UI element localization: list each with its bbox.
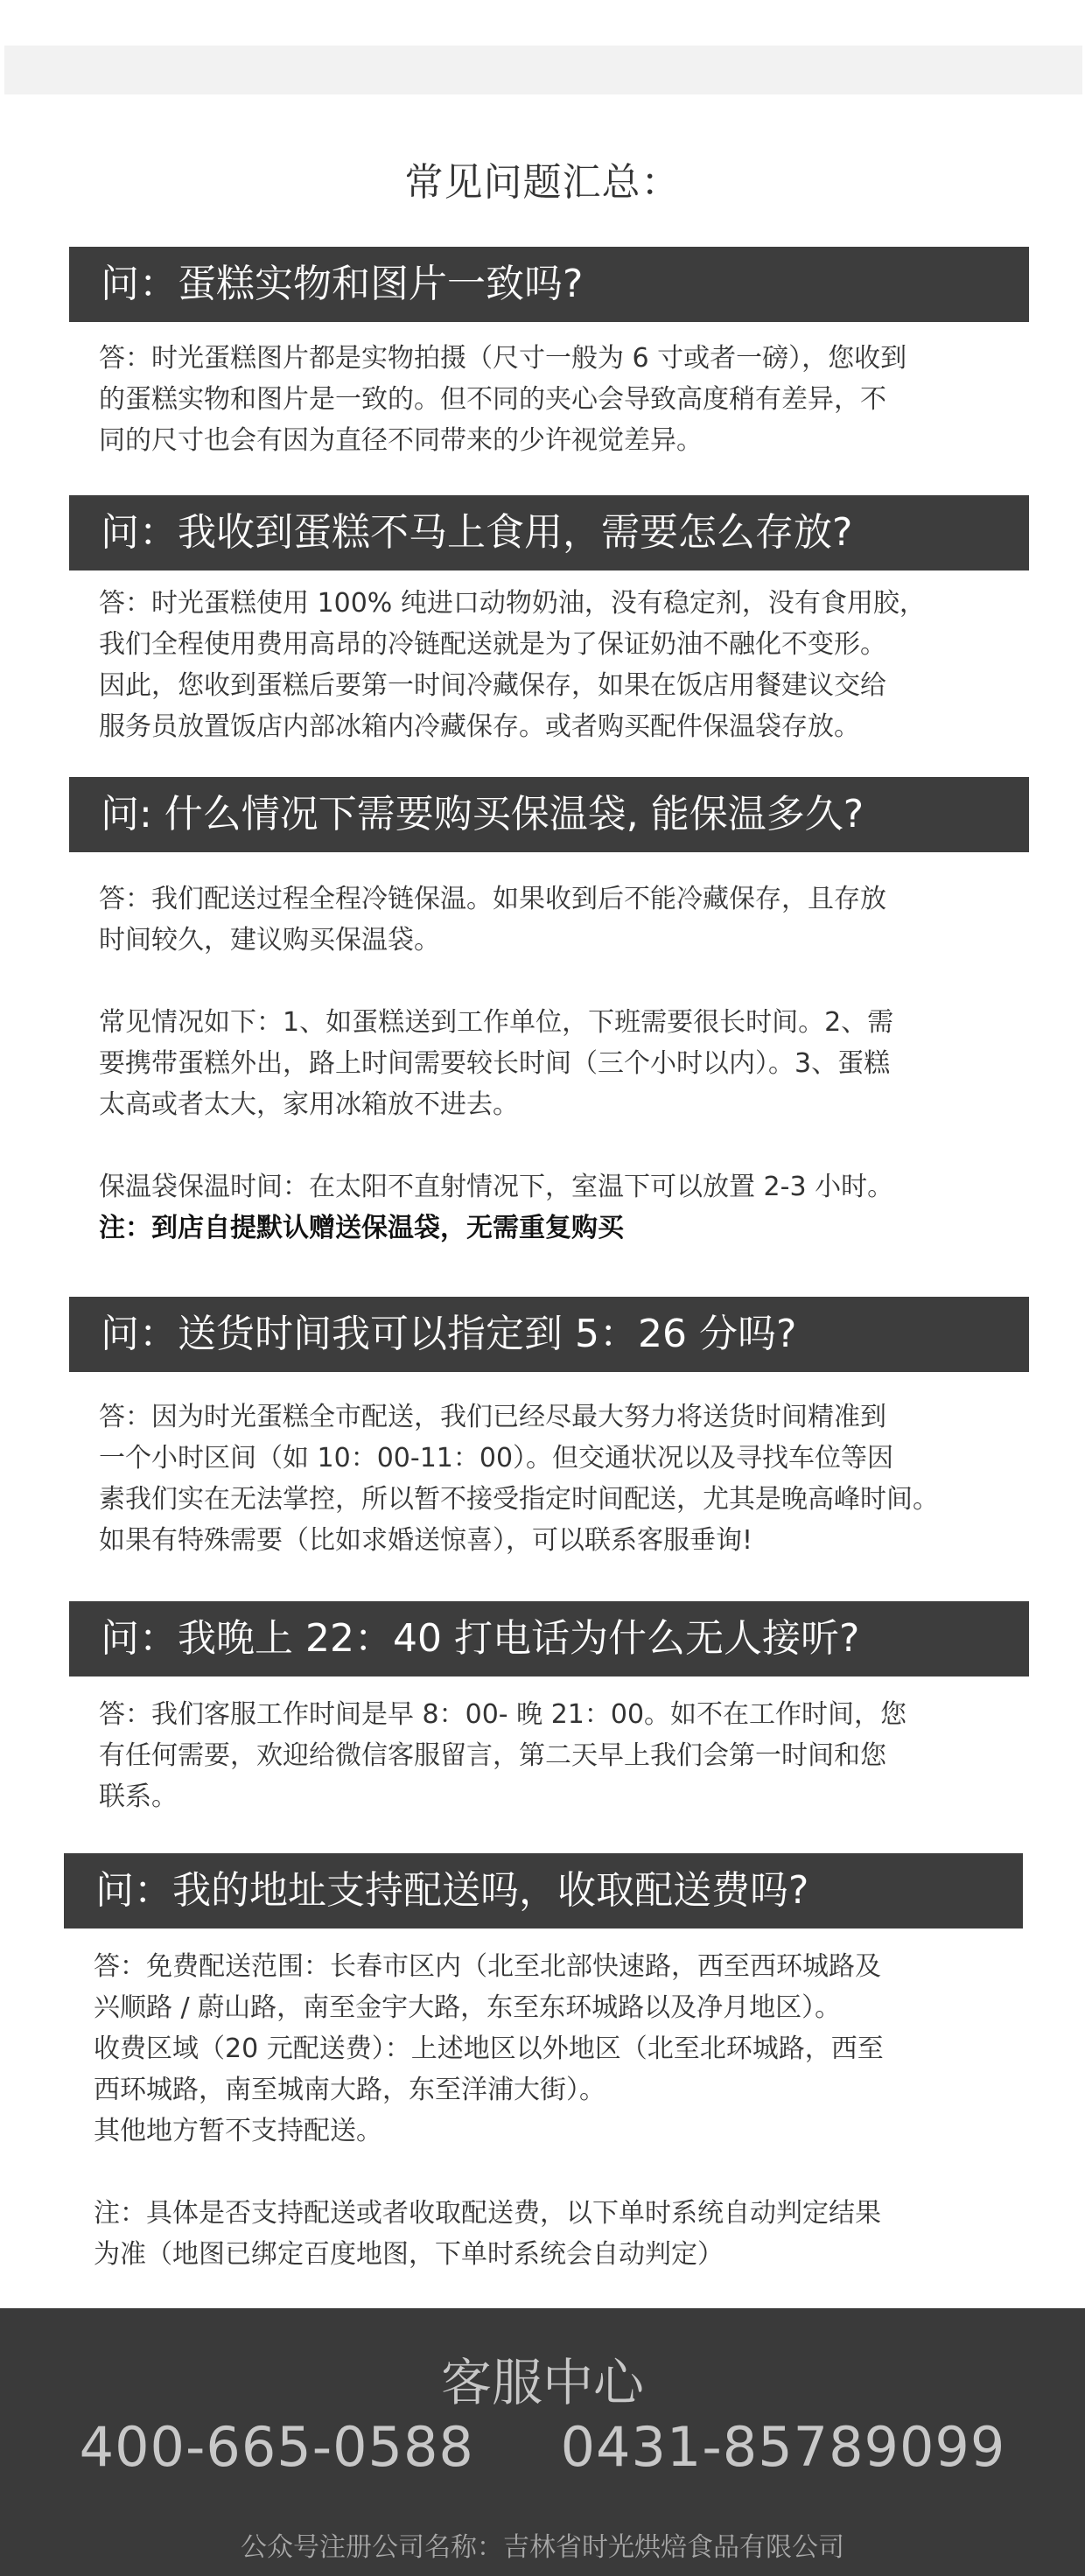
footer-title: 客服中心 [440, 2353, 644, 2412]
faq-question-2: 问：我收到蛋糕不马上食用，需要怎么存放? [69, 495, 1029, 570]
faq-question-4: 问：送货时间我可以指定到 5：26 分吗? [69, 1297, 1029, 1372]
answer-line: 有任何需要，欢迎给微信客服留言，第二天早上我们会第一时间和您 [99, 1740, 886, 1771]
answer-line: 答：时光蛋糕使用 100% 纯进口动物奶油，没有稳定剂，没有食用胶， [99, 588, 926, 619]
answer-line: 答：我们配送过程全程冷链保温。如果收到后不能冷藏保存，且存放 [99, 884, 886, 914]
answer-line: 答：时光蛋糕图片都是实物拍摄（尺寸一般为 6 寸或者一磅），您收到 [99, 343, 907, 374]
answer-line: 如果有特殊需要（比如求婚送惊喜），可以联系客服垂询! [99, 1525, 753, 1556]
answer-line: 其他地方暂不支持配送。 [94, 2116, 382, 2146]
answer-line: 的蛋糕实物和图片是一致的。但不同的夹心会导致高度稍有差异，不 [99, 384, 886, 415]
faq-answer-1 [99, 338, 1018, 461]
answer-line: 保温袋保温时间：在太阳不直射情况下，室温下可以放置 2-3 小时。 [99, 1172, 894, 1202]
faq-question-5: 问：我晚上 22：40 打电话为什么无人接听? [69, 1601, 1029, 1676]
faq-question-6: 问：我的地址支持配送吗，收取配送费吗? [64, 1853, 1023, 1928]
answer-line: 注：具体是否支持配送或者收取配送费，以下单时系统自动判定结果 [94, 2198, 881, 2229]
answer-line: 为准（地图已绑定百度地图，下单时系统会自动判定） [94, 2239, 724, 2270]
top-banner-strip [4, 46, 1082, 94]
answer-line: 同的尺寸也会有因为直径不同带来的少许视觉差异。 [99, 425, 703, 456]
faq-question-3: 问: 什么情况下需要购买保温袋, 能保温多久? [69, 777, 1029, 852]
company-name: 公众号注册公司名称：吉林省时光烘焙食品有限公司 [241, 2532, 844, 2563]
faq-answer-6 [94, 1946, 1012, 2275]
answer-line: 因此，您收到蛋糕后要第一时间冷藏保存，如果在饭店用餐建议交给 [99, 670, 886, 701]
page-title: 常见问题汇总： [404, 160, 681, 205]
answer-line: 西环城路，南至城南大路，东至洋浦大街）。 [94, 2075, 606, 2105]
answer-line: 要携带蛋糕外出，路上时间需要较长时间（三个小时以内）。3、蛋糕 [99, 1048, 891, 1079]
answer-line: 太高或者太大，家用冰箱放不进去。 [99, 1089, 519, 1120]
answer-line: 答：因为时光蛋糕全市配送，我们已经尽最大努力将送货时间精准到 [99, 1402, 886, 1432]
customer-service-footer [0, 2308, 1085, 2576]
faq-answer-2 [99, 583, 1018, 747]
answer-note: 注：到店自提默认赠送保温袋，无需重复购买 [99, 1213, 624, 1243]
local-phone-number: 0431-85789099 [560, 2415, 1006, 2479]
faq-answer-3 [99, 878, 1018, 1249]
answer-line: 答：免费配送范围：长春市区内（北至北部快速路，西至西环城路及 [94, 1951, 881, 1982]
faq-question-1: 问：蛋糕实物和图片一致吗? [69, 247, 1029, 322]
answer-line: 答：我们客服工作时间是早 8：00- 晚 21：00。如不在工作时间，您 [99, 1699, 907, 1730]
answer-line: 服务员放置饭店内部冰箱内冷藏保存。或者购买配件保温袋存放。 [99, 711, 860, 742]
answer-line: 联系。 [99, 1782, 178, 1812]
hotline-phone-number: 400-665-0588 [79, 2415, 474, 2479]
answer-line: 素我们实在无法掌控，所以暂不接受指定时间配送，尤其是晚高峰时间。 [99, 1484, 939, 1515]
footer-phone-numbers [0, 2415, 1085, 2479]
answer-line: 一个小时区间（如 10：00-11：00）。但交通状况以及寻找车位等因 [99, 1443, 894, 1474]
answer-line: 兴顺路 / 蔚山路，南至金宇大路，东至东环城路以及净月地区）。 [94, 1992, 842, 2023]
faq-answer-5 [99, 1694, 1018, 1817]
answer-line: 常见情况如下：1、如蛋糕送到工作单位，下班需要很长时间。2、需 [99, 1007, 894, 1038]
faq-answer-4 [99, 1396, 1018, 1561]
answer-line: 我们全程使用费用高昂的冷链配送就是为了保证奶油不融化不变形。 [99, 629, 886, 660]
answer-line: 时间较久，建议购买保温袋。 [99, 925, 440, 956]
answer-line: 收费区域（20 元配送费）：上述地区以外地区（北至北环城路，西至 [94, 2034, 884, 2064]
